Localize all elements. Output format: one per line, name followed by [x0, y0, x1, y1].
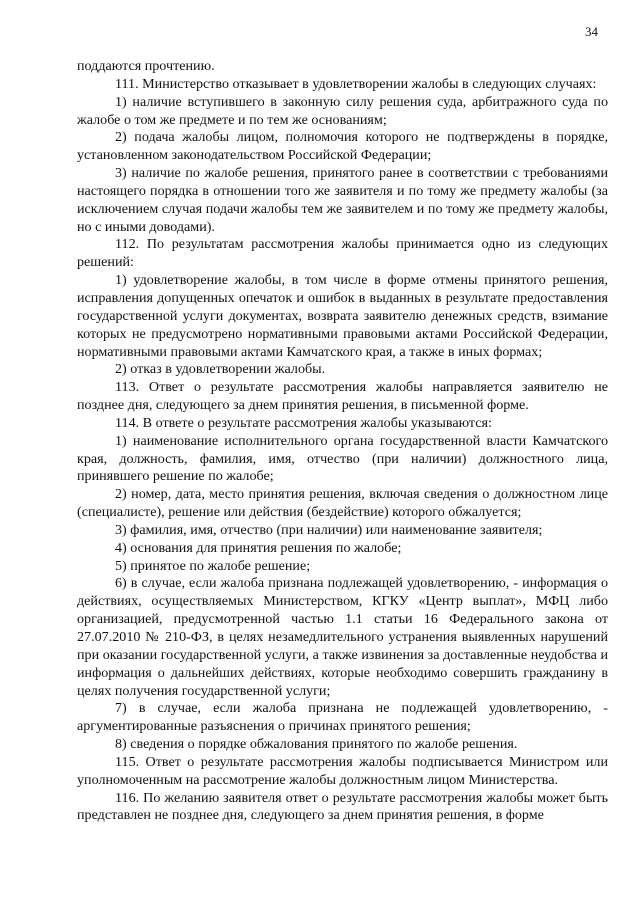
paragraph-116: 116. По желанию заявителя ответ о результате рассмотрения жалобы может быть представлен не позднее дня, следующего за днем принятия решения, в форме	[77, 789, 608, 824]
paragraph-continuation: поддаются прочтению.	[77, 58, 215, 74]
paragraph-115: 115. Ответ о результате рассмотрения жалобы подписывается Министром или уполномоченным на рассмотрение жалобы должностным лицом Министерства.	[77, 753, 608, 788]
paragraph-113: 113. Ответ о результате рассмотрения жалобы направляется заявителю не позднее дня, следующего за днем принятия решения, в письменной форме.	[77, 379, 608, 414]
paragraph-114-item-3: 3) фамилия, имя, отчество (при наличии) или наименование заявителя;	[115, 521, 543, 538]
paragraph-114-item-6: 6) в случае, если жалоба признана подлежащей удовлетворению, - информация о действиях, осуществляемых Министерством, КГКУ «Центр выплат», МФЦ либо организацией, предусмотренной частью 1.1 статьи 16 Федерального закона от 27.07.2010 № 210-ФЗ, в целях незамедлительного устранения выявленных нарушений при оказании государственной услуги, а также извинения за доставленные неудобства и информация о дальнейших действиях, которые необходимо совершить гражданину в целях получения государственной услуги;	[77, 575, 608, 699]
paragraph-114-item-8: 8) сведения о порядке обжалования принятого по жалобе решения.	[115, 736, 518, 753]
paragraph-111-item-3: 3) наличие по жалобе решения, принятого ранее в соответствии с требованиями настоящего порядка в отношении того же заявителя и по тому же предмету жалобы (за исключением случая подачи жалобы тем же заявителем и по тому же предмету жалобы, но с иными доводами).	[77, 165, 608, 235]
paragraph-114: 114. В ответе о результате рассмотрения жалобы указываются:	[115, 414, 492, 431]
page-number: 34	[585, 24, 598, 39]
paragraph-114-item-1: 1) наименование исполнительного органа государственной власти Камчатского края, должность, фамилия, имя, отчество (при наличии) должностного лица, принявшего решение по жалобе;	[77, 432, 608, 485]
paragraph-112-item-1: 1) удовлетворение жалобы, в том числе в форме отмены принятого решения, исправления допущенных опечаток и ошибок в выданных в результате предоставления государственной услуги документах, возврата заявителю денежных средств, взимание которых не предусмотрено нормативными правовыми актами Российской Федерации, нормативными правовыми актами Камчатского края, а также в иных формах;	[77, 272, 608, 360]
paragraph-114-item-4: 4) основания для принятия решения по жалобе;	[115, 539, 402, 556]
paragraph-111-item-1: 1) наличие вступившего в законную силу решения суда, арбитражного суда по жалобе о том же предмете и по тем же основаниям;	[77, 93, 608, 128]
paragraph-112-item-2: 2) отказ в удовлетворении жалобы.	[115, 361, 326, 378]
paragraph-114-item-5: 5) принятое по жалобе решение;	[115, 557, 311, 574]
paragraph-111-item-2: 2) подача жалобы лицом, полномочия которого не подтверждены в порядке, установленном законодательством Российской Федерации;	[77, 129, 608, 164]
paragraph-114-item-7: 7) в случае, если жалоба признана не подлежащей удовлетворению, - аргументированные разъяснения о причинах принятого решения;	[77, 700, 608, 735]
paragraph-112: 112. По результатам рассмотрения жалобы принимается одно из следующих решений:	[77, 236, 608, 271]
paragraph-111: 111. Министерство отказывает в удовлетворении жалобы в следующих случаях:	[115, 75, 597, 92]
document-body	[77, 58, 608, 825]
paragraph-114-item-2: 2) номер, дата, место принятия решения, включая сведения о должностном лице (специалисте), решение или действия (бездействие) которого обжалуется;	[77, 486, 608, 521]
